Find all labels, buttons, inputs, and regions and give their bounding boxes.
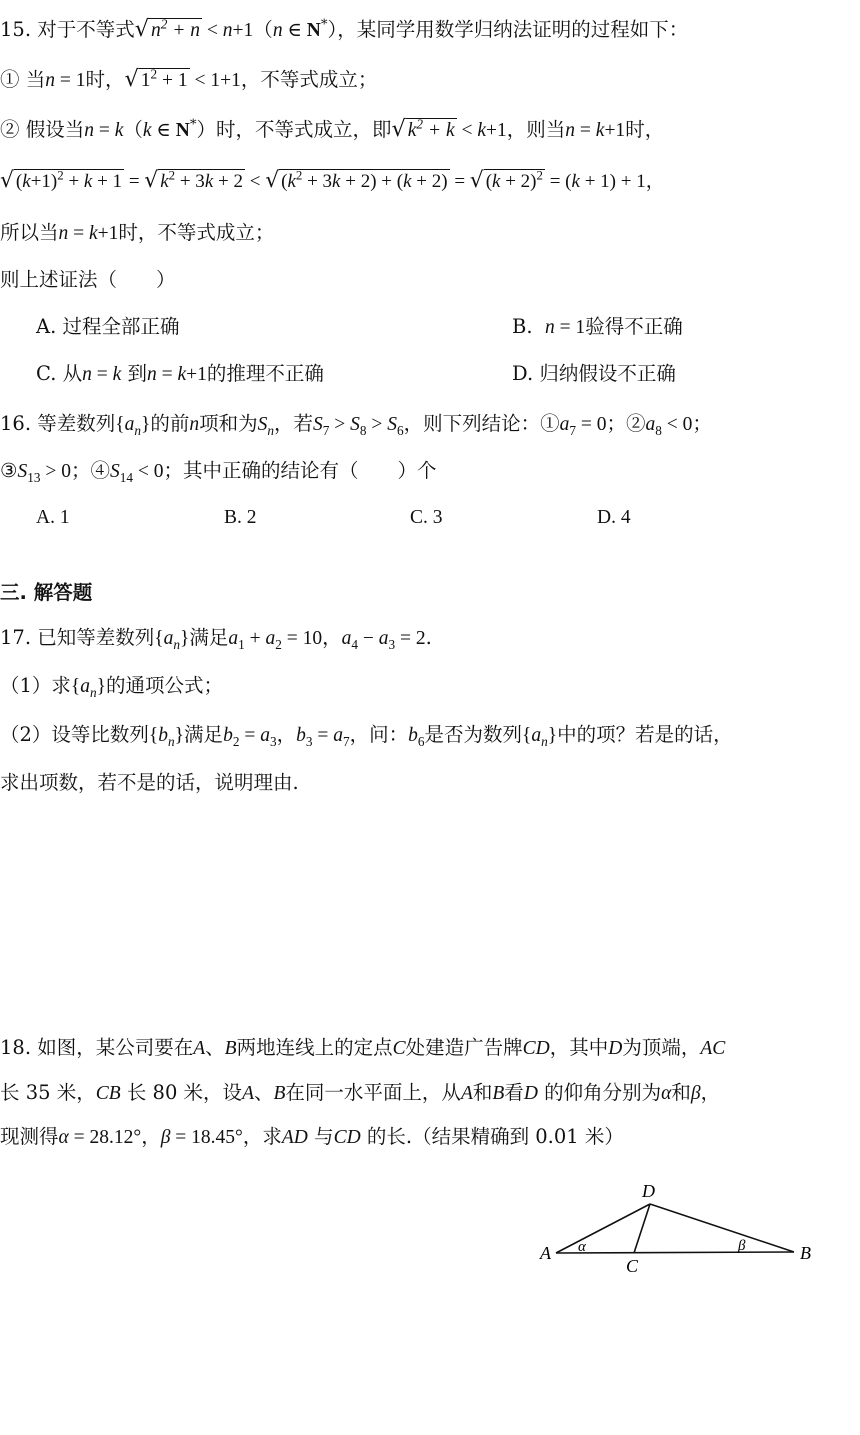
q17-part2: （2）设等比数列$\{b_n\}$满足$b_2 = a_3$，$b_3 = a_7$，问：$b_6$是否为数列$\{a_n\}$中的项？若是的话， <box>0 723 733 749</box>
label-d: D <box>642 1181 655 1201</box>
q18-line3: 现测得α = 28.12°，β = 18.45°，求AD 与CD 的长.（结果精确到 0.01 米） <box>0 1125 624 1148</box>
q18-line2: 长 35 米，CB 长 80 米，设A、B在同一水平面上，从A和B看D 的仰角分别为α和β， <box>0 1081 721 1104</box>
q15-option-b[interactable]: B. n = 1验得不正确 <box>512 315 683 338</box>
q17-line1: 17. 已知等差数列$\{a_n\}$满足$a_1 + a_2 = 10$，$a_4 - a_3 = 2$. <box>0 626 432 652</box>
label-c: C <box>626 1256 639 1276</box>
q17-part1: （1）求$\{a_n\}$的通项公式； <box>0 674 224 700</box>
q15-derivation: √ $(k+1)^2 + k + 1$ = √ $k^2 + 3k + 2$ < √ $(k^2 + 3k + 2) + (k + 2)$ = √ $(k + 2)^2 = (k + 1) + 1$， <box>0 167 665 193</box>
q16-option-b[interactable]: B. 2 <box>224 507 257 528</box>
label-beta: β <box>738 1238 746 1254</box>
q16-line2: $③S_{13} > 0$；$④S_{14} < 0$；其中正确的结论有（ ）个 <box>0 459 437 485</box>
q15-intro: 15. 对于不等式√ $n^2 + n < n+1(n$ ∈ N*），某同学用数学归纳法证明的过程如下： <box>0 14 860 46</box>
q16-option-d[interactable]: D. 4 <box>597 507 631 528</box>
q16-option-c[interactable]: C. 3 <box>410 507 443 528</box>
section-title: 三. 解答题 <box>0 581 93 604</box>
q15-conclusion: 所以当n = k+1时，不等式成立； <box>0 221 275 244</box>
label-alpha: α <box>578 1239 586 1255</box>
q15-step1: ① 当n = 1时，√ $1^2 + 1 < 1+1$，不等式成立； <box>0 66 378 92</box>
q15-question: 则上述证法（ ） <box>0 268 176 291</box>
segment-db <box>650 1204 794 1252</box>
q15-option-a[interactable]: A. 过程全部正确 <box>36 315 180 338</box>
label-b: B <box>800 1243 811 1263</box>
label-a: A <box>540 1243 551 1263</box>
q16-option-a[interactable]: A. 1 <box>36 507 70 528</box>
q15-option-d[interactable]: D. 归纳假设不正确 <box>512 362 676 385</box>
q18-line1: 18. 如图，某公司要在A、B两地连线上的定点C处建造广告牌CD，其中D为顶端，AC <box>0 1036 726 1059</box>
sqrt-n2-plus-n: √ $n^2 + n$ <box>134 16 201 42</box>
q16-line1: 16. 等差数列$\{a_n\}$的前n项和为$S_n$，若$S_7 > S_8 > S_6$，则下列结论：$①a_7 = 0$；$②a_8 < 0$； <box>0 412 712 438</box>
q15-step2: ② 假设当n = k（k ∈ N*）时，不等式成立，即√ $k^2 + k < k+1$，则当n = k+1时， <box>0 116 665 142</box>
q15-option-c[interactable]: C. 从n = k 到n = k+1的推理不正确 <box>36 362 324 385</box>
q17-part2-line2: 求出项数，若不是的话，说明理由. <box>0 771 299 794</box>
triangle-figure <box>528 1175 828 1285</box>
segment-ab <box>556 1252 794 1253</box>
